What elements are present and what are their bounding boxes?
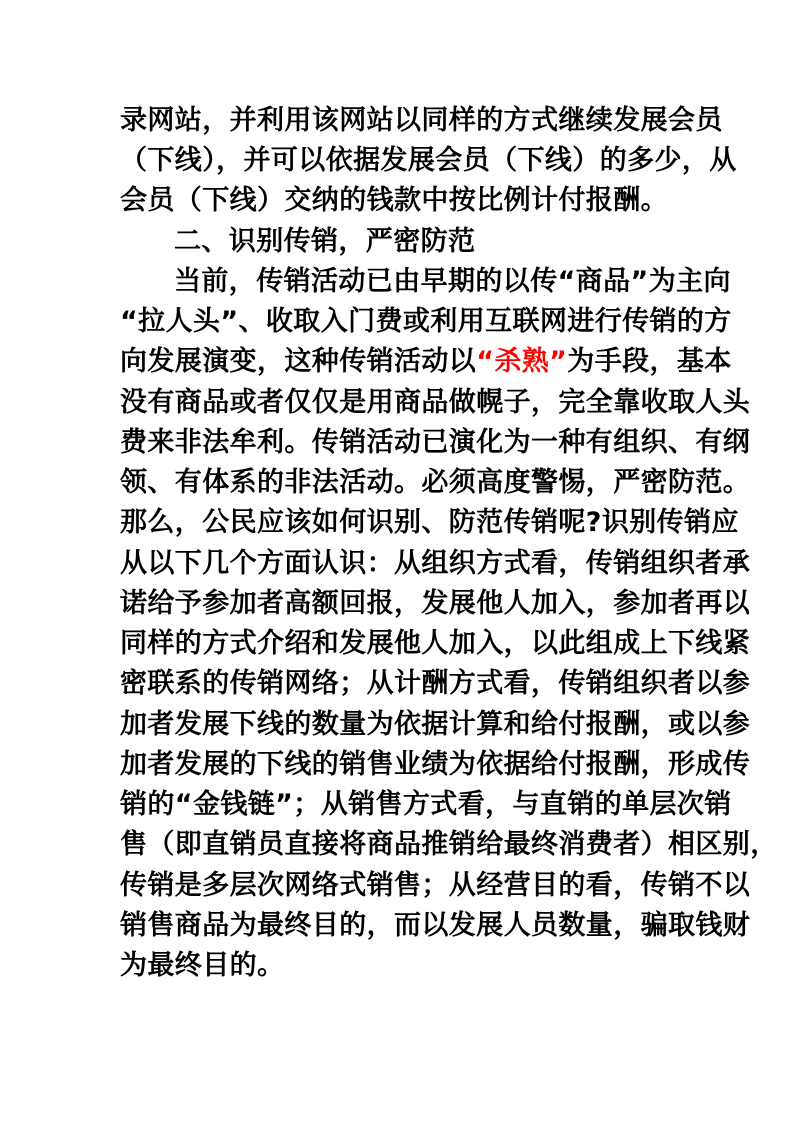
paragraph-line <box>120 342 732 382</box>
paragraph-line: （下线），并可以依据发展会员（下线）的多少，从 <box>120 145 737 176</box>
paragraph-line: 销售商品为最终目的，而以发展人员数量，骗取钱财 <box>120 910 751 941</box>
section-heading: 二、识别传销，严密防范 <box>174 226 476 257</box>
paragraph-line: 从以下几个方面认识：从组织方式看，传销组织者承 <box>120 548 751 579</box>
paragraph-line: 费来非法牟利。传销活动已演化为一种有组织、有纲 <box>120 427 751 458</box>
paragraph-line: 加者发展下线的数量为依据计算和给付报酬，或以参 <box>120 709 751 740</box>
line-text-before: 向发展演变，这种传销活动以 <box>120 346 477 377</box>
paragraph-line: 为最终目的。 <box>120 950 285 981</box>
paragraph-line: 加者发展的下线的销售业绩为依据给付报酬，形成传 <box>120 749 751 780</box>
paragraph-line: 传销是多层次网络式销售；从经营目的看，传销不以 <box>120 870 751 901</box>
paragraph-line: 没有商品或者仅仅是用商品做幌子，完全靠收取人头 <box>120 387 751 418</box>
paragraph-line: 同样的方式介绍和发展他人加入，以此组成上下线紧 <box>120 628 751 659</box>
paragraph-line: 录网站，并利用该网站以同样的方式继续发展会员 <box>120 105 723 136</box>
paragraph-line: 售（即直销员直接将商品推销给最终消费者）相区别， <box>120 829 778 860</box>
paragraph-line: 销的“金钱链”；从销售方式看，与直销的单层次销 <box>120 789 732 820</box>
paragraph-line: “拉人头”、收取入门费或利用互联网进行传销的方 <box>120 306 732 337</box>
highlighted-term: “杀熟” <box>476 346 568 377</box>
line-text-after: 为手段，基本 <box>567 346 732 377</box>
paragraph-line: 会员（下线）交纳的钱款中按比例计付报酬。 <box>120 185 668 216</box>
paragraph-line: 诺给予参加者高额回报，发展他人加入，参加者再以 <box>120 588 751 619</box>
paragraph-line: 那么，公民应该如何识别、防范传销呢?识别传销应 <box>120 507 739 538</box>
paragraph-line: 领、有体系的非法活动。必须高度警惕，严密防范。 <box>120 467 751 498</box>
paragraph-line: 密联系的传销网络；从计酬方式看，传销组织者以参 <box>120 668 751 699</box>
paragraph-line: 当前，传销活动已由早期的以传“商品”为主向 <box>174 266 731 297</box>
